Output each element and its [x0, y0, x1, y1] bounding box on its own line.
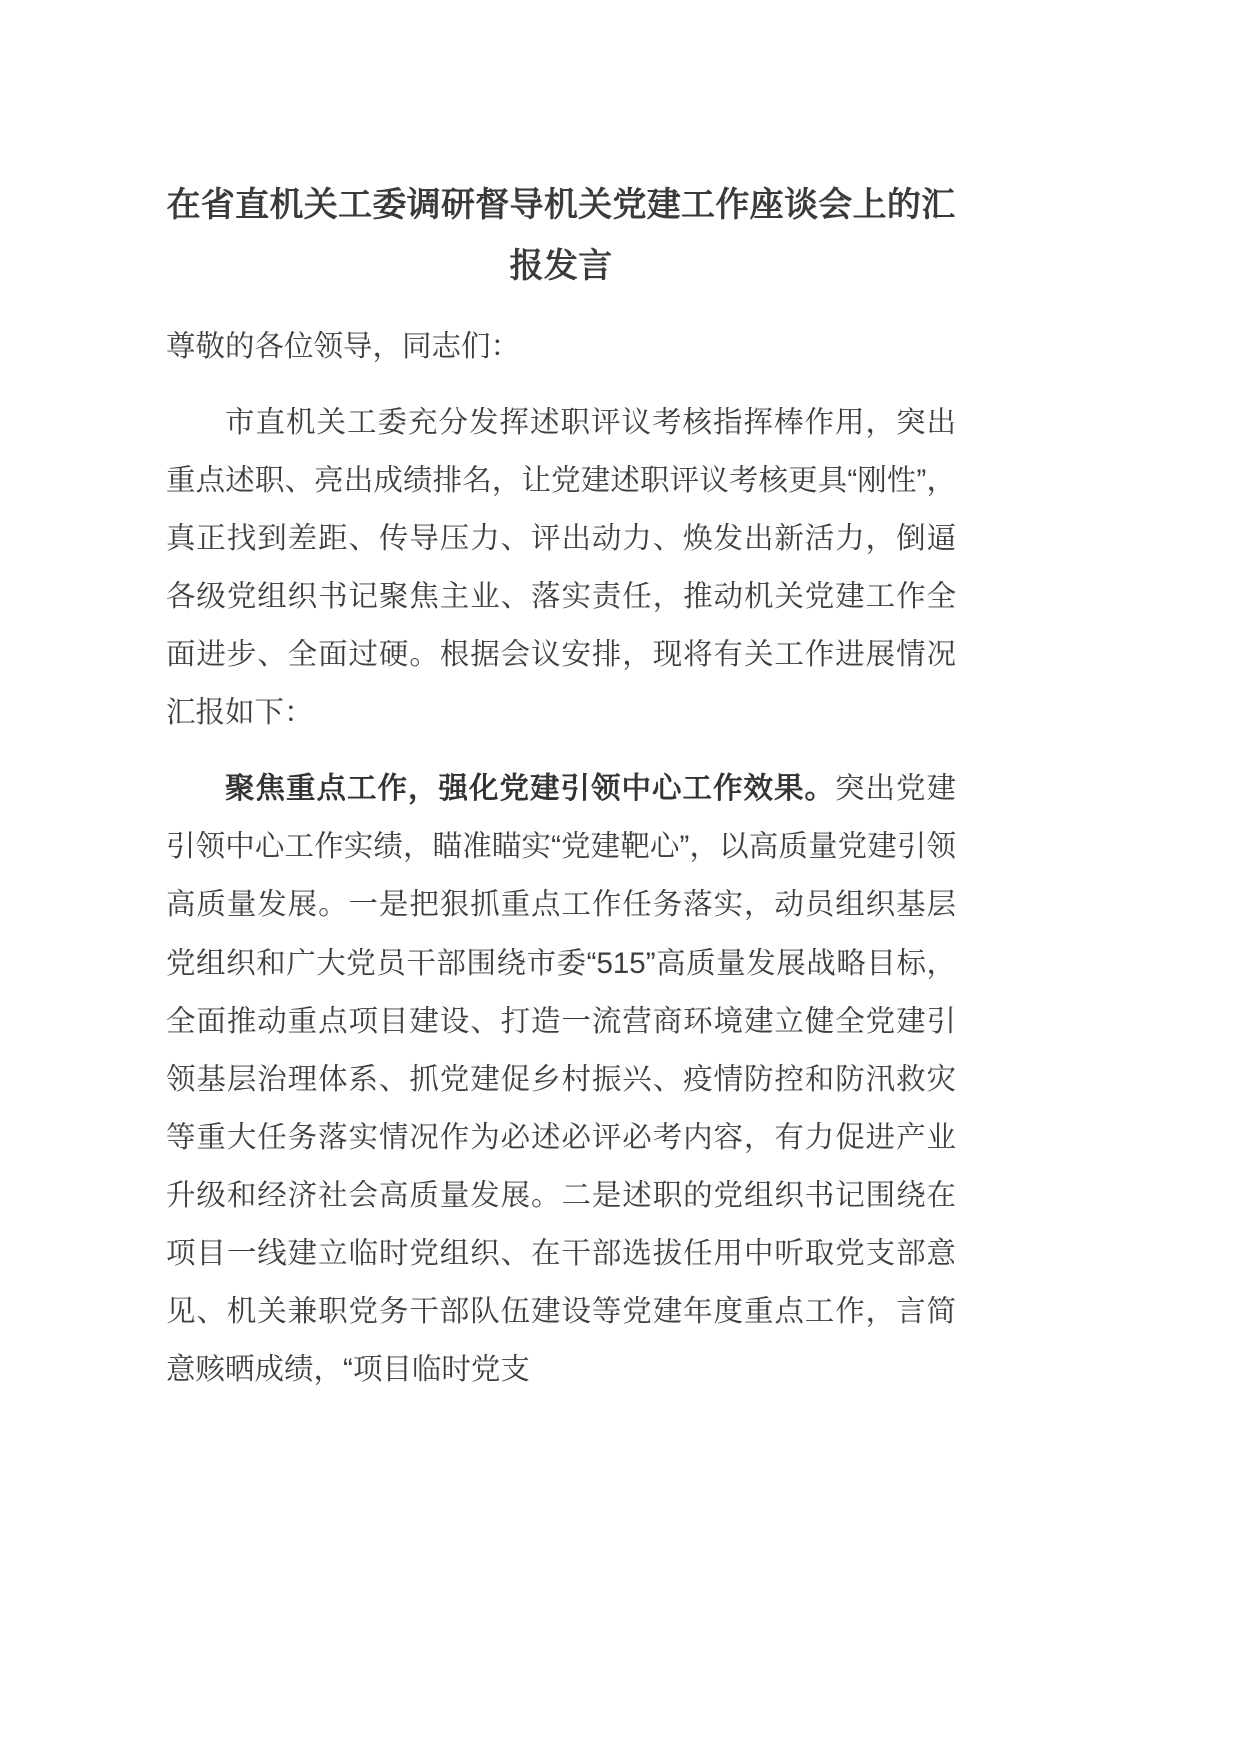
body-paragraph-1: 市直机关工委充分发挥述职评议考核指挥棒作用，突出重点述职、亮出成绩排名，让党建述职评议考核更具“刚性”，真正找到差距、传导压力、评出动力、焕发出新活力，倒逼各级党组织书记聚焦主业、落实责任，推动机关党建工作全面进步、全面过硬。根据会议安排，现将有关工作进展情况汇报如下： — [166, 405, 956, 730]
salutation-line: 尊敬的各位领导，同志们： — [166, 330, 521, 364]
paragraph-body-text: 突出党建引领中心工作实绩，瞄准瞄实“党建靶心”，以高质量党建引领高质量发展。一是把狠抓重点工作任务落实，动员组织基层党组织和广大党员干部围绕市委“515”高质量发展战略目标，全面推动重点项目建设、打造一流营商环境建立健全党建引领基层治理体系、抓党建促乡村振兴、疫情防控和防汛救灾等重大任务落实情况作为必述必评必考内容，有力促进产业升级和经济社会高质量发展。二是述职的党组织书记围绕在项目一线建立临时党组织、在干部选拔任用中听取党支部意见、机关兼职党务干部队伍建设等党建年度重点工作，言简意赅晒成绩，“项目临时党支 — [166, 772, 956, 1387]
document-content — [166, 0, 956, 1399]
page-title: 在省直机关工委调研督导机关党建工作座谈会上的汇报发言 — [166, 186, 956, 285]
body-paragraph-2 — [166, 742, 956, 1399]
paragraph-lead-heading: 聚焦重点工作，强化党建引领中心工作效果。 — [225, 772, 835, 806]
